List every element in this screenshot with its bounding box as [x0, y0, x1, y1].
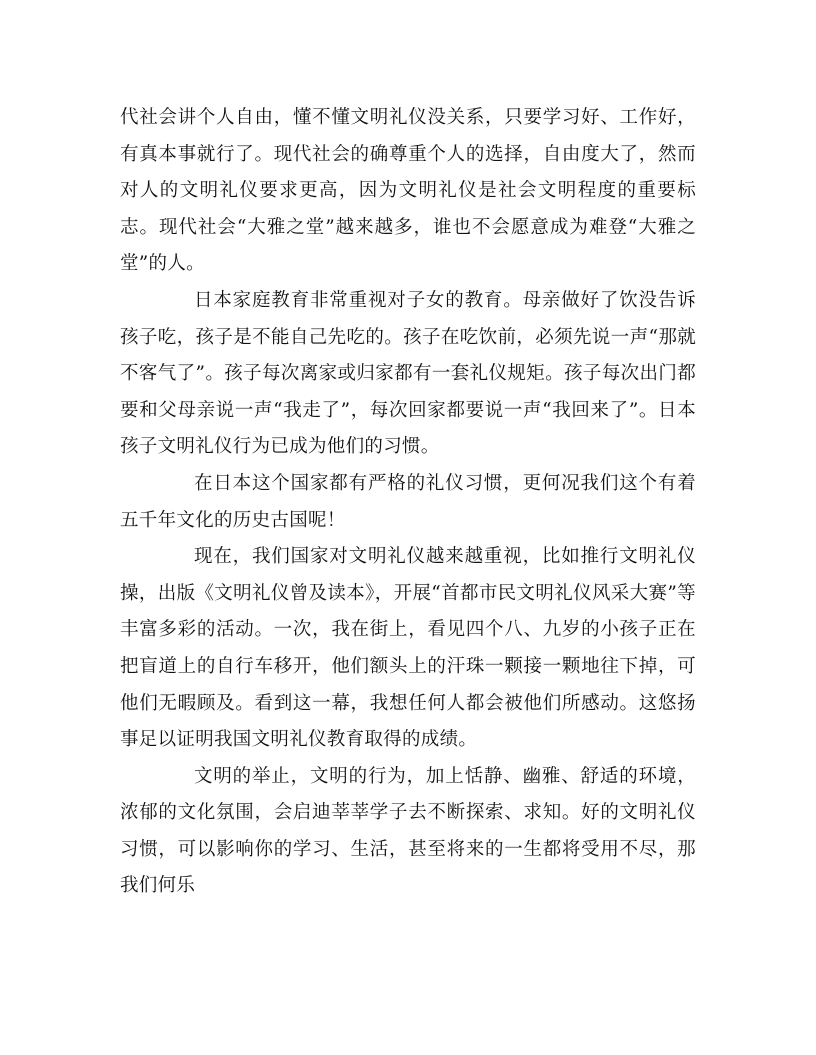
- paragraph-3: 在日本这个国家都有严格的礼仪习惯，更何况我们这个有着五千年文化的历史古国呢！: [120, 472, 696, 531]
- body-text: [120, 100, 696, 905]
- paragraph-4: 现在，我们国家对文明礼仪越来越重视，比如推行文明礼仪操，出版《文明礼仪曾及读本》，开展“首都市民文明礼仪风采大赛”等丰富多彩的活动。一次，我在街上，看见四个八、九岁的小孩子正在把盲道上的自行车移开，他们额头上的汗珠一颗接一颗地往下掉，可他们无暇顾及。看到这一幕，我想任何人都会被他们所感动。这悠扬事足以证明我国文明礼仪教育取得的成绩。: [120, 546, 696, 751]
- paragraph-5: 文明的举止，文明的行为，加上恬静、幽雅、舒适的环境，浓郁的文化氛围，会启迪莘莘学子去不断探索、求知。好的文明礼仪习惯，可以影响你的学习、生活，甚至将来的一生都将受用不尽，那我们何乐: [120, 765, 696, 897]
- paragraph-2: 日本家庭教育非常重视对子女的教育。母亲做好了饮没告诉孩子吃，孩子是不能自己先吃的。孩子在吃饮前，必须先说一声“那就不客气了”。孩子每次离家或归家都有一套礼仪规矩。孩子每次出门都要和父母亲说一声“我走了”，每次回家都要说一声“我回来了”。日本孩子文明礼仪行为已成为他们的习惯。: [120, 289, 696, 458]
- paragraph-1: 代社会讲个人自由，懂不懂文明礼仪没关系，只要学习好、工作好，有真本事就行了。现代社会的确尊重个人的选择，自由度大了，然而对人的文明礼仪要求更高，因为文明礼仪是社会文明程度的重要标志。现代社会“大雅之堂”越来越多，谁也不会愿意成为难登“大雅之堂”的人。: [120, 107, 696, 275]
